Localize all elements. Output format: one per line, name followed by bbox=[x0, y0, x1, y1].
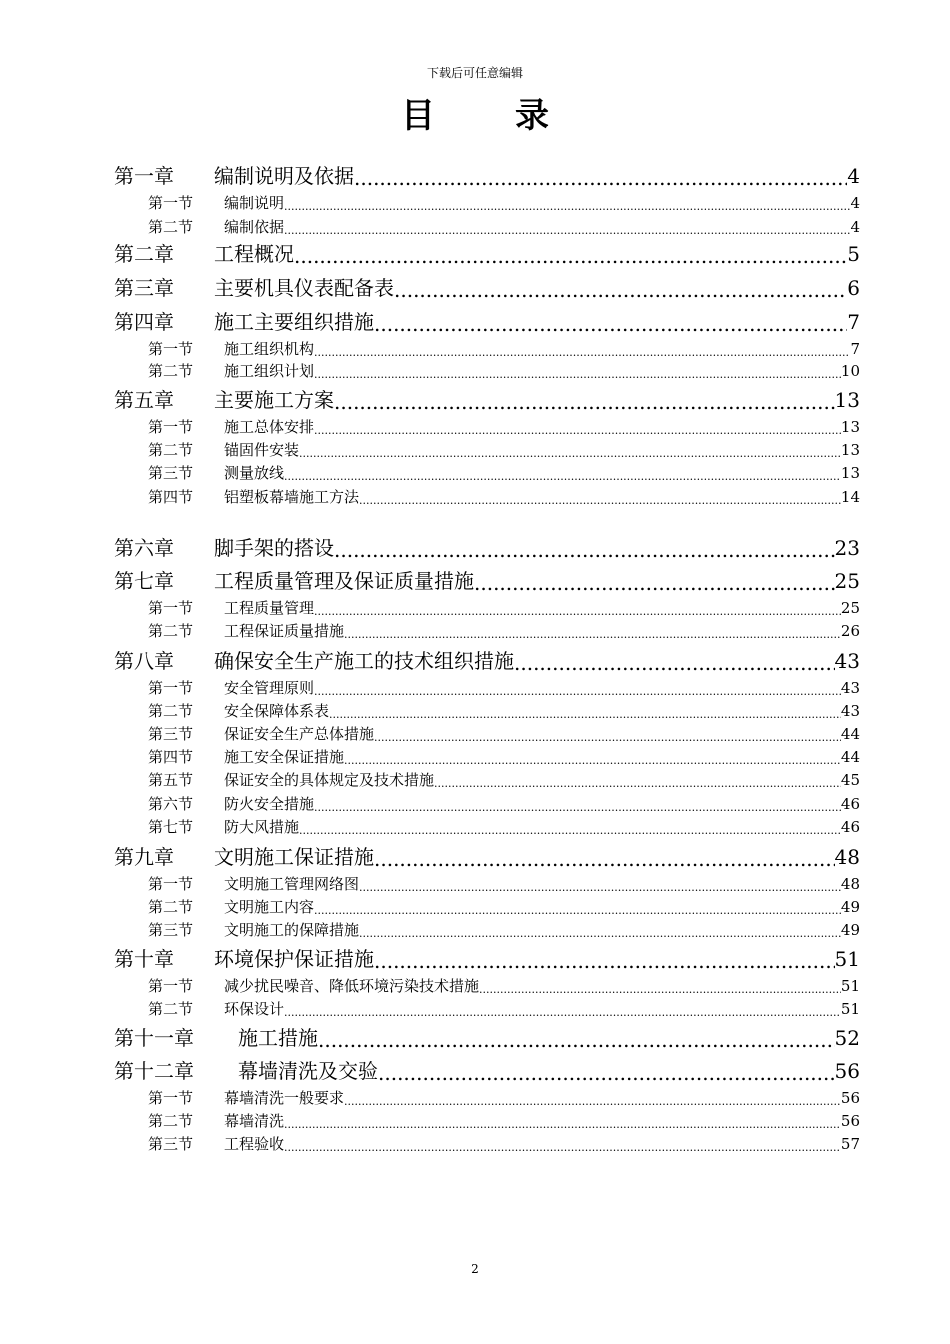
toc-dot-leader bbox=[344, 1091, 841, 1106]
toc-entry-number: 第八章 bbox=[114, 649, 174, 673]
toc-entry-number: 第一节 bbox=[148, 875, 194, 893]
toc-dot-leader bbox=[479, 979, 841, 994]
toc-section-entry[interactable] bbox=[148, 620, 860, 641]
toc-entry-page: 13 bbox=[840, 464, 860, 482]
toc-section-entry[interactable] bbox=[148, 216, 860, 237]
toc-entry-number: 第十章 bbox=[114, 947, 174, 971]
toc-entry-label: 工程概况 bbox=[214, 242, 294, 266]
toc-entry-number: 第三章 bbox=[114, 276, 174, 300]
toc-entry-number: 第二节 bbox=[148, 622, 194, 640]
toc-entry-page: 43 bbox=[840, 702, 860, 720]
toc-chapter-entry[interactable] bbox=[114, 160, 860, 189]
toc-chapter-entry[interactable] bbox=[114, 943, 860, 972]
toc-entry-label: 施工总体安排 bbox=[224, 418, 315, 436]
toc-entry-number: 第九章 bbox=[114, 845, 174, 869]
toc-entry-page: 57 bbox=[840, 1135, 860, 1153]
toc-dot-leader bbox=[334, 538, 835, 558]
toc-entry-label: 减少扰民噪音、降低环境污染技术措施 bbox=[224, 977, 480, 995]
toc-entry-label: 确保安全生产施工的技术组织措施 bbox=[214, 649, 514, 673]
toc-entry-label: 环保设计 bbox=[224, 1000, 285, 1018]
toc-dot-leader bbox=[284, 220, 850, 235]
toc-entry-number: 第一节 bbox=[148, 679, 194, 697]
toc-entry-page: 46 bbox=[840, 818, 860, 836]
toc-entry-label: 文明施工的保障措施 bbox=[224, 921, 360, 939]
toc-entry-label: 工程质量管理及保证质量措施 bbox=[214, 569, 474, 593]
toc-entry-page: 5 bbox=[847, 242, 860, 266]
toc-entry-page: 48 bbox=[840, 875, 860, 893]
toc-section-entry[interactable] bbox=[148, 793, 860, 814]
toc-entry-page: 7 bbox=[847, 310, 860, 334]
toc-dot-leader bbox=[314, 342, 850, 357]
toc-entry-number: 第四节 bbox=[148, 748, 194, 766]
toc-entry-label: 施工组织机构 bbox=[224, 340, 315, 358]
toc-entry-label: 防火安全措施 bbox=[224, 795, 315, 813]
toc-entry-number: 第二节 bbox=[148, 1112, 194, 1130]
toc-chapter-entry[interactable] bbox=[114, 565, 860, 594]
toc-entry-number: 第二节 bbox=[148, 702, 194, 720]
page-header: 下载后可任意编辑 bbox=[426, 66, 523, 80]
toc-dot-leader bbox=[284, 1114, 841, 1129]
toc-entry-number: 第四节 bbox=[148, 488, 194, 506]
toc-entry-label: 工程质量管理 bbox=[224, 599, 315, 617]
toc-dot-leader bbox=[318, 1028, 835, 1048]
toc-entry-number: 第一节 bbox=[148, 1089, 194, 1107]
toc-section-entry[interactable] bbox=[148, 816, 860, 837]
toc-entry-number: 第五章 bbox=[114, 388, 174, 412]
toc-section-entry[interactable] bbox=[148, 1087, 860, 1108]
toc-entry-label: 锚固件安装 bbox=[224, 441, 300, 459]
toc-dot-leader bbox=[359, 490, 841, 505]
toc-entry-label: 安全管理原则 bbox=[224, 679, 315, 697]
toc-chapter-entry[interactable] bbox=[114, 384, 860, 413]
toc-dot-leader bbox=[314, 420, 841, 435]
toc-entry-page: 46 bbox=[840, 795, 860, 813]
toc-dot-leader bbox=[354, 166, 847, 186]
toc-entry-label: 工程验收 bbox=[224, 1135, 285, 1153]
toc-entry-page: 13 bbox=[840, 418, 860, 436]
toc-section-entry[interactable] bbox=[148, 1133, 860, 1154]
toc-section-entry[interactable] bbox=[148, 462, 860, 483]
toc-dot-leader bbox=[334, 390, 835, 410]
toc-entry-page: 6 bbox=[847, 276, 860, 300]
toc-entry-label: 测量放线 bbox=[224, 464, 285, 482]
toc-entry-number: 第一章 bbox=[114, 164, 174, 188]
toc-entry-number: 第二节 bbox=[148, 362, 194, 380]
toc-section-entry[interactable] bbox=[148, 723, 860, 744]
toc-dot-leader bbox=[344, 750, 841, 765]
toc-entry-label: 文明施工内容 bbox=[224, 898, 315, 916]
toc-entry-number: 第五节 bbox=[148, 771, 194, 789]
toc-section-entry[interactable] bbox=[148, 746, 860, 767]
toc-entry-page: 56 bbox=[840, 1089, 860, 1107]
toc-dot-leader bbox=[284, 196, 850, 211]
toc-dot-leader bbox=[394, 278, 847, 298]
toc-section-entry[interactable] bbox=[148, 360, 860, 381]
toc-section-entry[interactable] bbox=[148, 677, 860, 698]
toc-entry-number: 第十二章 bbox=[114, 1059, 194, 1083]
toc-entry-label: 幕墙清洗 bbox=[224, 1112, 285, 1130]
toc-entry-label: 脚手架的搭设 bbox=[214, 536, 334, 560]
toc-entry-page: 44 bbox=[840, 725, 860, 743]
toc-entry-number: 第二节 bbox=[148, 1000, 194, 1018]
toc-section-entry[interactable] bbox=[148, 700, 860, 721]
toc-entry-number: 第二节 bbox=[148, 898, 194, 916]
toc-section-entry[interactable] bbox=[148, 192, 860, 213]
toc-entry-label: 工程保证质量措施 bbox=[224, 622, 345, 640]
toc-entry-number: 第七章 bbox=[114, 569, 174, 593]
toc-chapter-entry[interactable] bbox=[114, 1022, 860, 1051]
toc-entry-number: 第三节 bbox=[148, 464, 194, 482]
toc-dot-leader bbox=[514, 651, 835, 671]
toc-entry-number: 第六节 bbox=[148, 795, 194, 813]
toc-entry-label: 施工主要组织措施 bbox=[214, 310, 374, 334]
toc-entry-page: 4 bbox=[850, 218, 860, 236]
toc-entry-page: 25 bbox=[840, 599, 860, 617]
toc-section-entry[interactable] bbox=[148, 1110, 860, 1131]
toc-chapter-entry[interactable] bbox=[114, 238, 860, 267]
toc-dot-leader bbox=[374, 949, 835, 969]
toc-entry-label: 文明施工管理网络图 bbox=[224, 875, 360, 893]
toc-section-entry[interactable] bbox=[148, 486, 860, 507]
toc-entry-label: 幕墙清洗及交验 bbox=[238, 1059, 378, 1083]
toc-dot-leader bbox=[378, 1061, 835, 1081]
toc-entry-page: 14 bbox=[840, 488, 860, 506]
toc-entry-label: 保证安全的具体规定及技术措施 bbox=[224, 771, 435, 789]
toc-dot-leader bbox=[359, 923, 841, 938]
page-title: 目录 bbox=[401, 96, 629, 136]
toc-dot-leader bbox=[284, 1137, 841, 1152]
toc-entry-page: 4 bbox=[847, 164, 860, 188]
toc-entry-page: 51 bbox=[840, 977, 860, 995]
toc-entry-label: 编制说明 bbox=[224, 194, 285, 212]
toc-entry-number: 第三节 bbox=[148, 1135, 194, 1153]
toc-dot-leader bbox=[299, 820, 841, 835]
toc-section-entry[interactable] bbox=[148, 439, 860, 460]
toc-entry-page: 13 bbox=[840, 441, 860, 459]
toc-dot-leader bbox=[314, 900, 841, 915]
toc-section-entry[interactable] bbox=[148, 873, 860, 894]
toc-entry-page: 49 bbox=[840, 898, 860, 916]
toc-entry-page: 7 bbox=[850, 340, 860, 358]
toc-chapter-entry[interactable] bbox=[114, 645, 860, 674]
toc-dot-leader bbox=[434, 773, 841, 788]
toc-entry-label: 环境保护保证措施 bbox=[214, 947, 374, 971]
toc-section-entry[interactable] bbox=[148, 919, 860, 940]
toc-entry-page: 48 bbox=[834, 845, 860, 869]
toc-entry-page: 51 bbox=[840, 1000, 860, 1018]
toc-entry-page: 44 bbox=[840, 748, 860, 766]
toc-dot-leader bbox=[284, 1002, 841, 1017]
toc-entry-number: 第四章 bbox=[114, 310, 174, 334]
toc-entry-page: 51 bbox=[834, 947, 860, 971]
toc-entry-page: 23 bbox=[834, 536, 860, 560]
toc-dot-leader bbox=[299, 443, 841, 458]
toc-entry-number: 第一节 bbox=[148, 977, 194, 995]
toc-chapter-entry[interactable] bbox=[114, 272, 860, 301]
toc-entry-number: 第一节 bbox=[148, 599, 194, 617]
toc-entry-number: 第七节 bbox=[148, 818, 194, 836]
page-number: 2 bbox=[471, 1262, 479, 1276]
toc-entry-number: 第三节 bbox=[148, 921, 194, 939]
toc-entry-number: 第一节 bbox=[148, 194, 194, 212]
toc-section-entry[interactable] bbox=[148, 416, 860, 437]
toc-entry-label: 编制说明及依据 bbox=[214, 164, 354, 188]
toc-entry-number: 第一节 bbox=[148, 340, 194, 358]
toc-dot-leader bbox=[374, 727, 841, 742]
toc-entry-label: 铝塑板幕墙施工方法 bbox=[224, 488, 360, 506]
toc-entry-page: 56 bbox=[840, 1112, 860, 1130]
toc-entry-number: 第十一章 bbox=[114, 1026, 194, 1050]
toc-entry-page: 13 bbox=[834, 388, 860, 412]
toc-entry-label: 主要机具仪表配备表 bbox=[214, 276, 394, 300]
toc-entry-number: 第三节 bbox=[148, 725, 194, 743]
toc-entry-number: 第二章 bbox=[114, 242, 174, 266]
toc-entry-page: 52 bbox=[834, 1026, 860, 1050]
toc-entry-label: 施工组织计划 bbox=[224, 362, 315, 380]
toc-dot-leader bbox=[314, 601, 841, 616]
toc-entry-number: 第一节 bbox=[148, 418, 194, 436]
toc-entry-label: 文明施工保证措施 bbox=[214, 845, 374, 869]
toc-entry-page: 56 bbox=[834, 1059, 860, 1083]
toc-entry-label: 保证安全生产总体措施 bbox=[224, 725, 375, 743]
toc-entry-number: 第二节 bbox=[148, 441, 194, 459]
toc-dot-leader bbox=[314, 364, 841, 379]
toc-entry-page: 4 bbox=[850, 194, 860, 212]
toc-section-entry[interactable] bbox=[148, 338, 860, 359]
toc-entry-number: 第二节 bbox=[148, 218, 194, 236]
toc-entry-page: 43 bbox=[834, 649, 860, 673]
toc-dot-leader bbox=[359, 877, 841, 892]
toc-section-entry[interactable] bbox=[148, 769, 860, 790]
toc-entry-page: 49 bbox=[840, 921, 860, 939]
toc-dot-leader bbox=[374, 847, 835, 867]
toc-section-entry[interactable] bbox=[148, 975, 860, 996]
toc-entry-label: 防大风措施 bbox=[224, 818, 300, 836]
toc-chapter-entry[interactable] bbox=[114, 841, 860, 870]
toc-chapter-entry[interactable] bbox=[114, 306, 860, 335]
toc-entry-label: 编制依据 bbox=[224, 218, 285, 236]
toc-dot-leader bbox=[474, 571, 835, 591]
toc-chapter-entry[interactable] bbox=[114, 532, 860, 561]
toc-dot-leader bbox=[314, 681, 841, 696]
toc-entry-page: 26 bbox=[840, 622, 860, 640]
toc-entry-number: 第六章 bbox=[114, 536, 174, 560]
toc-dot-leader bbox=[314, 797, 841, 812]
toc-section-entry[interactable] bbox=[148, 896, 860, 917]
toc-entry-label: 施工措施 bbox=[238, 1026, 318, 1050]
toc-entry-label: 主要施工方案 bbox=[214, 388, 334, 412]
toc-entry-page: 25 bbox=[834, 569, 860, 593]
toc-dot-leader bbox=[374, 312, 847, 332]
toc-dot-leader bbox=[329, 704, 841, 719]
toc-chapter-entry[interactable] bbox=[114, 1055, 860, 1084]
toc-entry-page: 10 bbox=[840, 362, 860, 380]
toc-section-entry[interactable] bbox=[148, 998, 860, 1019]
toc-section-entry[interactable] bbox=[148, 597, 860, 618]
toc-dot-leader bbox=[284, 466, 841, 481]
toc-entry-page: 43 bbox=[840, 679, 860, 697]
toc-dot-leader bbox=[294, 244, 847, 264]
toc-entry-label: 安全保障体系表 bbox=[224, 702, 330, 720]
toc-dot-leader bbox=[344, 624, 841, 639]
toc-entry-page: 45 bbox=[840, 771, 860, 789]
toc-entry-label: 幕墙清洗一般要求 bbox=[224, 1089, 345, 1107]
toc-entry-label: 施工安全保证措施 bbox=[224, 748, 345, 766]
